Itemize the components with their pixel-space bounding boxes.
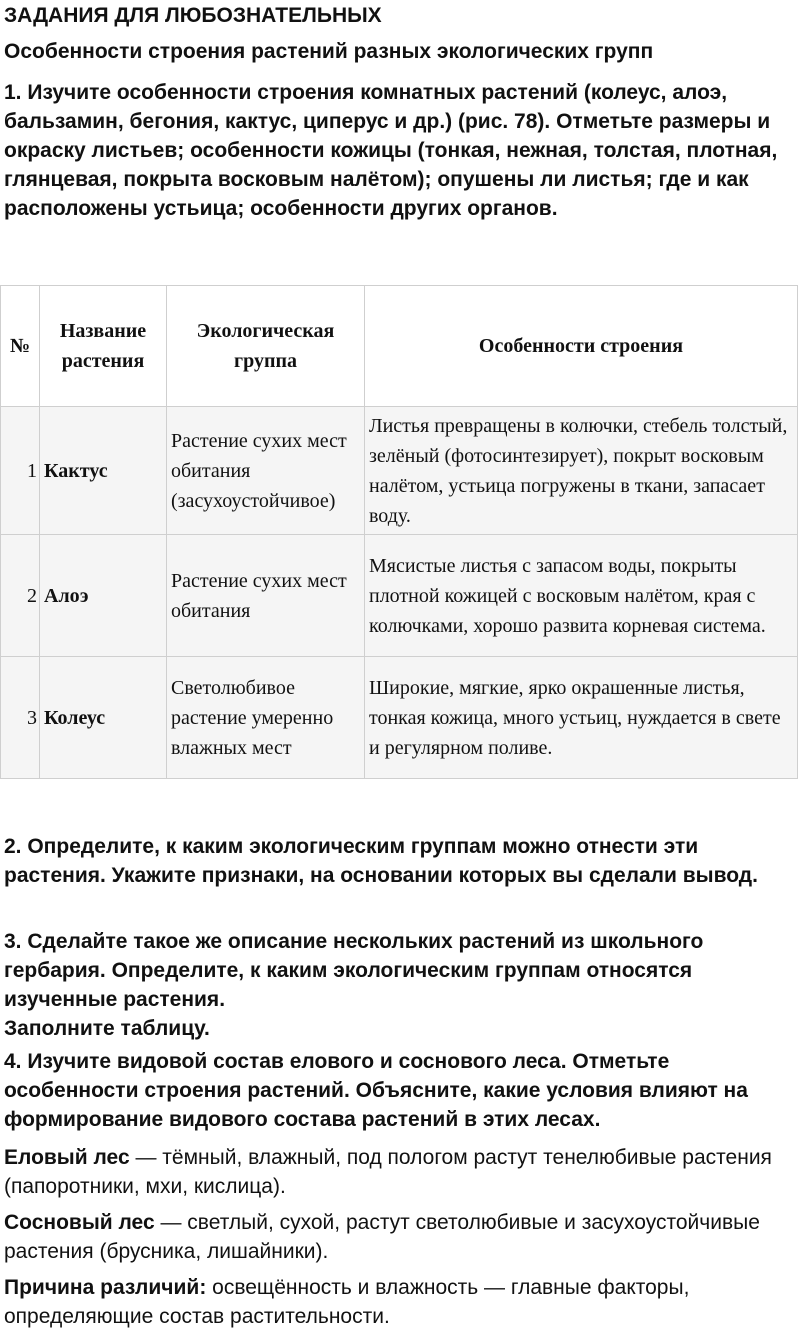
col-header-number: № [1, 286, 40, 407]
row-number: 2 [1, 535, 40, 657]
table-row [1, 407, 798, 535]
row-number: 1 [1, 407, 40, 535]
col-header-name: Название растения [40, 286, 167, 407]
task-3-text: 3. Сделайте такое же описание нескольких растений из школьного гербария. Определите, к каким экологическим группам относятся изученные растения. [4, 930, 704, 1011]
plant-features: Широкие, мягкие, ярко окрашенные листья, тонкая кожица, много устьиц, нуждается в свете и регулярном поливе. [365, 657, 798, 779]
plants-table [0, 285, 798, 779]
plant-name: Колеус [40, 657, 167, 779]
answer-term: Причина различий: [4, 1276, 207, 1299]
plant-group: Растение сухих мест обитания (засухоустойчивое) [167, 407, 365, 535]
task-3-fill-instruction: Заполните таблицу. [4, 1017, 210, 1040]
answer-text: — тёмный, влажный, под пологом растут тенелюбивые растения (папоротники, мхи, кислица). [4, 1146, 772, 1198]
plant-features: Листья превращены в колючки, стебель толстый, зелёный (фотосинтезирует), покрыт восковым налётом, устьица погружены в ткани, запасает воду. [365, 407, 798, 535]
answer-text: освещённость и влажность — главные факторы, определяющие состав растительности. [4, 1276, 690, 1328]
plant-features: Мясистые листья с запасом воды, покрыты плотной кожицей с восковым налётом, края с колючками, хорошо развита корневая система. [365, 535, 798, 657]
section-heading: ЗАДАНИЯ ДЛЯ ЛЮБОЗНАТЕЛЬНЫХ [4, 4, 382, 27]
answer-term: Еловый лес [4, 1146, 130, 1169]
table-row [1, 535, 798, 657]
task-3-block [4, 927, 796, 1043]
task-4-text: 4. Изучите видовой состав елового и соснового леса. Отметьте особенности строения растений. Объясните, какие условия влияют на формирование видового состава растений в этих лесах. [4, 1050, 748, 1131]
task-2-text: 2. Определите, к каким экологическим группам можно отнести эти растения. Укажите признаки, на основании которых вы сделали вывод. [4, 835, 758, 887]
answer-spruce-forest [4, 1143, 796, 1201]
plant-group: Светолюбивое растение умеренно влажных мест [167, 657, 365, 779]
col-header-features: Особенности строения [365, 286, 798, 407]
section-subheading: Особенности строения растений разных экологических групп [4, 40, 654, 63]
answer-difference-reason [4, 1273, 796, 1331]
table-row [1, 657, 798, 779]
task-1-text: 1. Изучите особенности строения комнатных растений (колеус, алоэ, бальзамин, бегония, кактус, циперус и др.) (рис. 78). Отметьте размеры и окраску листьев; особенности кожицы (тонкая, нежная, толстая, плотная, глянцевая, покрыта восковым налётом); опушены ли листья; где и как расположены устьица; особенности других органов. [4, 81, 778, 220]
answer-term: Сосновый лес [4, 1211, 155, 1234]
answer-text: — светлый, сухой, растут светолюбивые и засухоустойчивые растения (брусника, лишайники). [4, 1211, 760, 1263]
plant-name: Кактус [40, 407, 167, 535]
plant-group: Растение сухих мест обитания [167, 535, 365, 657]
answer-pine-forest [4, 1208, 796, 1266]
table-header-row [1, 286, 798, 407]
row-number: 3 [1, 657, 40, 779]
col-header-group: Экологическая группа [167, 286, 365, 407]
plant-name: Алоэ [40, 535, 167, 657]
